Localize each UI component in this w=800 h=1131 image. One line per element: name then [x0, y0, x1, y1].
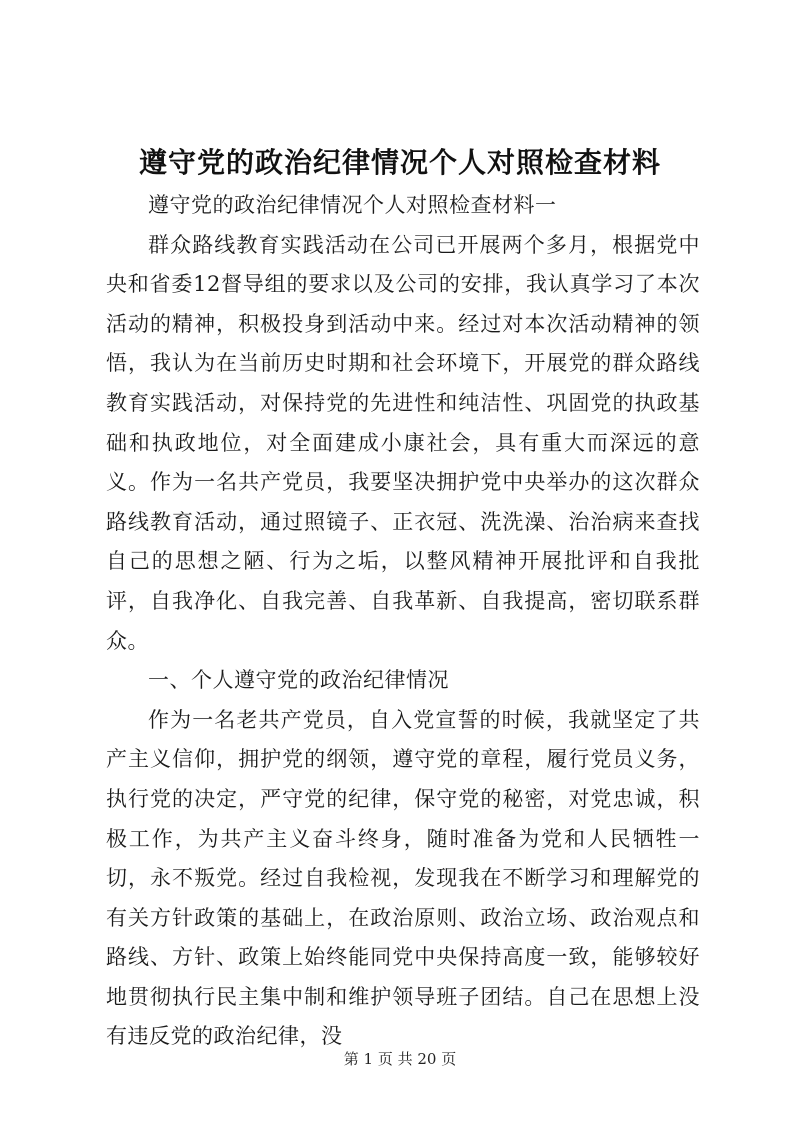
section-heading: 一、个人遵守党的政治纪律情况: [148, 668, 449, 693]
paragraph-intro: 群众路线教育实践活动在公司已开展两个多月，根据党中央和省委12督导组的要求以及公司的安排，我认真学习了本次活动的精神，积极投身到活动中来。经过对本次活动精神的领悟，我认为在当前历史时期和社会环境下，开展党的群众路线教育实践活动，对保持党的先进性和纯洁性、巩固党的执政基础和执政地位，对全面建成小康社会，具有重大而深远的意义。作为一名共产党员，我要坚决拥护党中央举办的这次群众路线教育活动，通过照镜子、正衣冠、洗洗澡、治治病来查找自己的思想之陋、行为之垢，以整风精神开展批评和自我批评，自我净化、自我完善、自我革新、自我提高，密切联系群众。: [106, 232, 700, 653]
paragraph-section-one: 作为一名老共产党员，自入党宣誓的时候，我就坚定了共产主义信仰，拥护党的纲领，遵守党的章程，履行党员义务，执行党的决定，严守党的纪律，保守党的秘密，对党忠诚，积极工作，为共产主义奋斗终身，随时准备为党和人民牺牲一切，永不叛党。经过自我检视，发现我在不断学习和理解党的有关方针政策的基础上，在政治原则、政治立场、政治观点和路线、方针、政策上始终能同党中央保持高度一致，能够较好地贯彻执行民主集中制和维护领导班子团结。自己在思想上没有违反党的政治纪律，没: [106, 707, 700, 1049]
document-body: [106, 186, 700, 1057]
paragraph-subtitle: 遵守党的政治纪律情况个人对照检查材料一: [148, 193, 557, 217]
document-title: 遵守党的政治纪律情况个人对照检查材料: [138, 146, 661, 179]
page-number-footer: 第 1 页 共 20 页: [343, 1050, 457, 1068]
